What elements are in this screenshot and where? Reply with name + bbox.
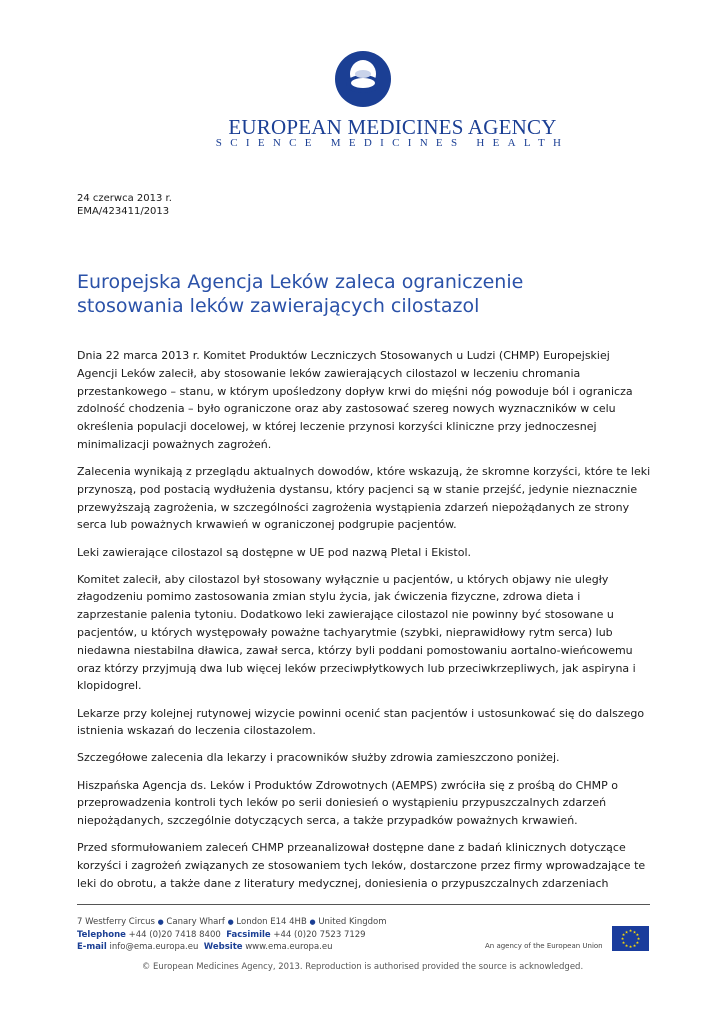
- svg-text:★: ★: [628, 944, 633, 950]
- svg-text:★: ★: [620, 936, 625, 942]
- paragraph: Szczegółowe zalecenia dla lekarzy i pracowników służby zdrowia zamieszczono poniżej.: [77, 751, 560, 765]
- bullet-icon: ●: [227, 918, 234, 926]
- document-date: 24 czerwca 2013 r.: [77, 193, 172, 204]
- facsimile-label: Facsimile: [226, 929, 271, 940]
- footer-divider: [77, 904, 650, 905]
- svg-text:★: ★: [624, 943, 629, 949]
- email-link[interactable]: info@ema.europa.eu: [109, 942, 199, 952]
- bullet-icon: ●: [157, 918, 164, 926]
- paragraph: Leki zawierające cilostazol są dostępne w UE pod nazwą Pletal i Ekistol.: [77, 545, 471, 559]
- address-city: London E14 4HB: [236, 917, 307, 927]
- svg-text:★: ★: [621, 932, 626, 938]
- ema-logo-emblem-icon: [334, 50, 392, 108]
- bullet-icon: ●: [309, 918, 316, 926]
- document-title-line-2: stosowania leków zawierających cilostazol: [77, 295, 480, 317]
- paragraph: Zalecenia wynikają z przeglądu aktualnych dowodów, które wskazują, że skromne korzyści, które te leki przynoszą, pod postacią wydłużenia dystansu, który pacjenci są w stanie przejść, jedynie nieznacznie przewyższają zagrożenia, w szczególności zagrożenia wystąpienia zdarzeń niepożądanych ze strony serca lub poważnych krwawień w ograniczonej podgrupie pacjentów.: [77, 465, 651, 532]
- footer-email-web: [77, 941, 387, 954]
- ema-logo: [0, 50, 725, 108]
- eu-agency-text: An agency of the European Union: [485, 942, 603, 950]
- copyright-notice: © European Medicines Agency, 2013. Reproduction is authorised provided the source is acknowledged.: [141, 962, 584, 972]
- svg-text:★: ★: [632, 943, 637, 949]
- agency-tagline: SCIENCE MEDICINES HEALTH: [215, 137, 570, 149]
- document-title-line-1: Europejska Agencja Leków zaleca ograniczenie: [77, 271, 524, 293]
- email-label: E-mail: [77, 942, 107, 952]
- facsimile-value: +44 (0)20 7523 7129: [273, 929, 366, 940]
- website-link[interactable]: www.ema.europa.eu: [245, 942, 333, 952]
- document-body: [77, 347, 652, 902]
- document-meta: [77, 192, 172, 218]
- svg-text:★: ★: [621, 940, 626, 946]
- paragraph: Dnia 22 marca 2013 r. Komitet Produktów Leczniczych Stosowanych u Ludzi (CHMP) Europejskiej Agencji Leków zalecił, aby stosowanie leków zawierających cilostazol w leczeniu chromania przestankowego – stanu, w którym upośledzony dopływ krwi do mięśni nóg powoduje ból i ogranicza zdolność chodzenia – było ograniczone oraz aby zastosować szereg nowych wyznaczników w celu określenia populacji docelowej, w której leczenie przynosi korzyści kliniczne przy jednoczesnej minimalizacji poważnych zagrożeń.: [77, 349, 633, 451]
- paragraph: Hiszpańska Agencja ds. Leków i Produktów Zdrowotnych (AEMPS) zwróciła się z prośbą do CHMP o przeprowadzenia kontroli tych leków po serii doniesień o wystąpieniu przypuszczalnych zdarzeń niepożądanych, szczególnie dotyczących serca, a także przypadków poważnych krwawień.: [77, 778, 618, 828]
- footer-phone-fax: [77, 929, 387, 942]
- eu-stars-icon: [612, 926, 649, 951]
- svg-text:★: ★: [628, 928, 633, 934]
- paragraph: Lekarze przy kolejnej rutynowej wizycie powinni ocenić stan pacjentów i ustosunkować się do dalszego istnienia wskazań do leczenia cilostazolem.: [77, 706, 645, 738]
- agency-name: EUROPEAN MEDICINES AGENCY: [228, 115, 557, 139]
- footer-contact: [77, 916, 387, 954]
- telephone-label: Telephone: [77, 929, 126, 940]
- document-reference: EMA/423411/2013: [77, 206, 170, 217]
- svg-text:★: ★: [632, 929, 637, 935]
- paragraph: Komitet zalecił, aby cilostazol był stosowany wyłącznie u pacjentów, u których objawy nie uległy złagodzeniu pomimo zastosowania zmian stylu życia, jak ćwiczenia fizyczne, zdrowa dieta i zaprzestanie palenia tytoniu. Dodatkowo leki zawierające cilostazol nie powinny być stosowane u pacjentów, u których występowały poważne tachyarytmie (szybki, nieprawidłowy rytm serca) lub niedawna niestabilna dławica, zawał serca, którzy byli poddani pomostowaniu aortalno-wieńcowemu oraz którzy przyjmują dwa lub więcej leków przeciwpłytkowych lub przeciwkrzepliwych, jak aspiryna i klopidogrel.: [77, 572, 636, 693]
- svg-text:★: ★: [635, 932, 640, 938]
- svg-text:★: ★: [624, 929, 629, 935]
- footer-address: [77, 916, 387, 929]
- eu-flag-icon: [612, 926, 649, 951]
- website-label: Website: [203, 942, 243, 952]
- paragraph: Przed sformułowaniem zaleceń CHMP przeanalizował dostępne dane z badań klinicznych dotyczące korzyści i zagrożeń związanych ze stosowaniem tych leków, dostarczone przez firmy wprowadzające te leki do obrotu, a także dane z literatury medycznej, doniesienia o przypuszczalnych zdarzeniach: [77, 841, 646, 890]
- address-country: United Kingdom: [318, 917, 387, 927]
- telephone-value: +44 (0)20 7418 8400: [128, 929, 221, 940]
- document-title: [77, 270, 647, 318]
- address-street: 7 Westferry Circus: [77, 917, 155, 927]
- address-area: Canary Wharf: [166, 917, 225, 927]
- svg-text:★: ★: [636, 936, 641, 942]
- svg-text:★: ★: [635, 940, 640, 946]
